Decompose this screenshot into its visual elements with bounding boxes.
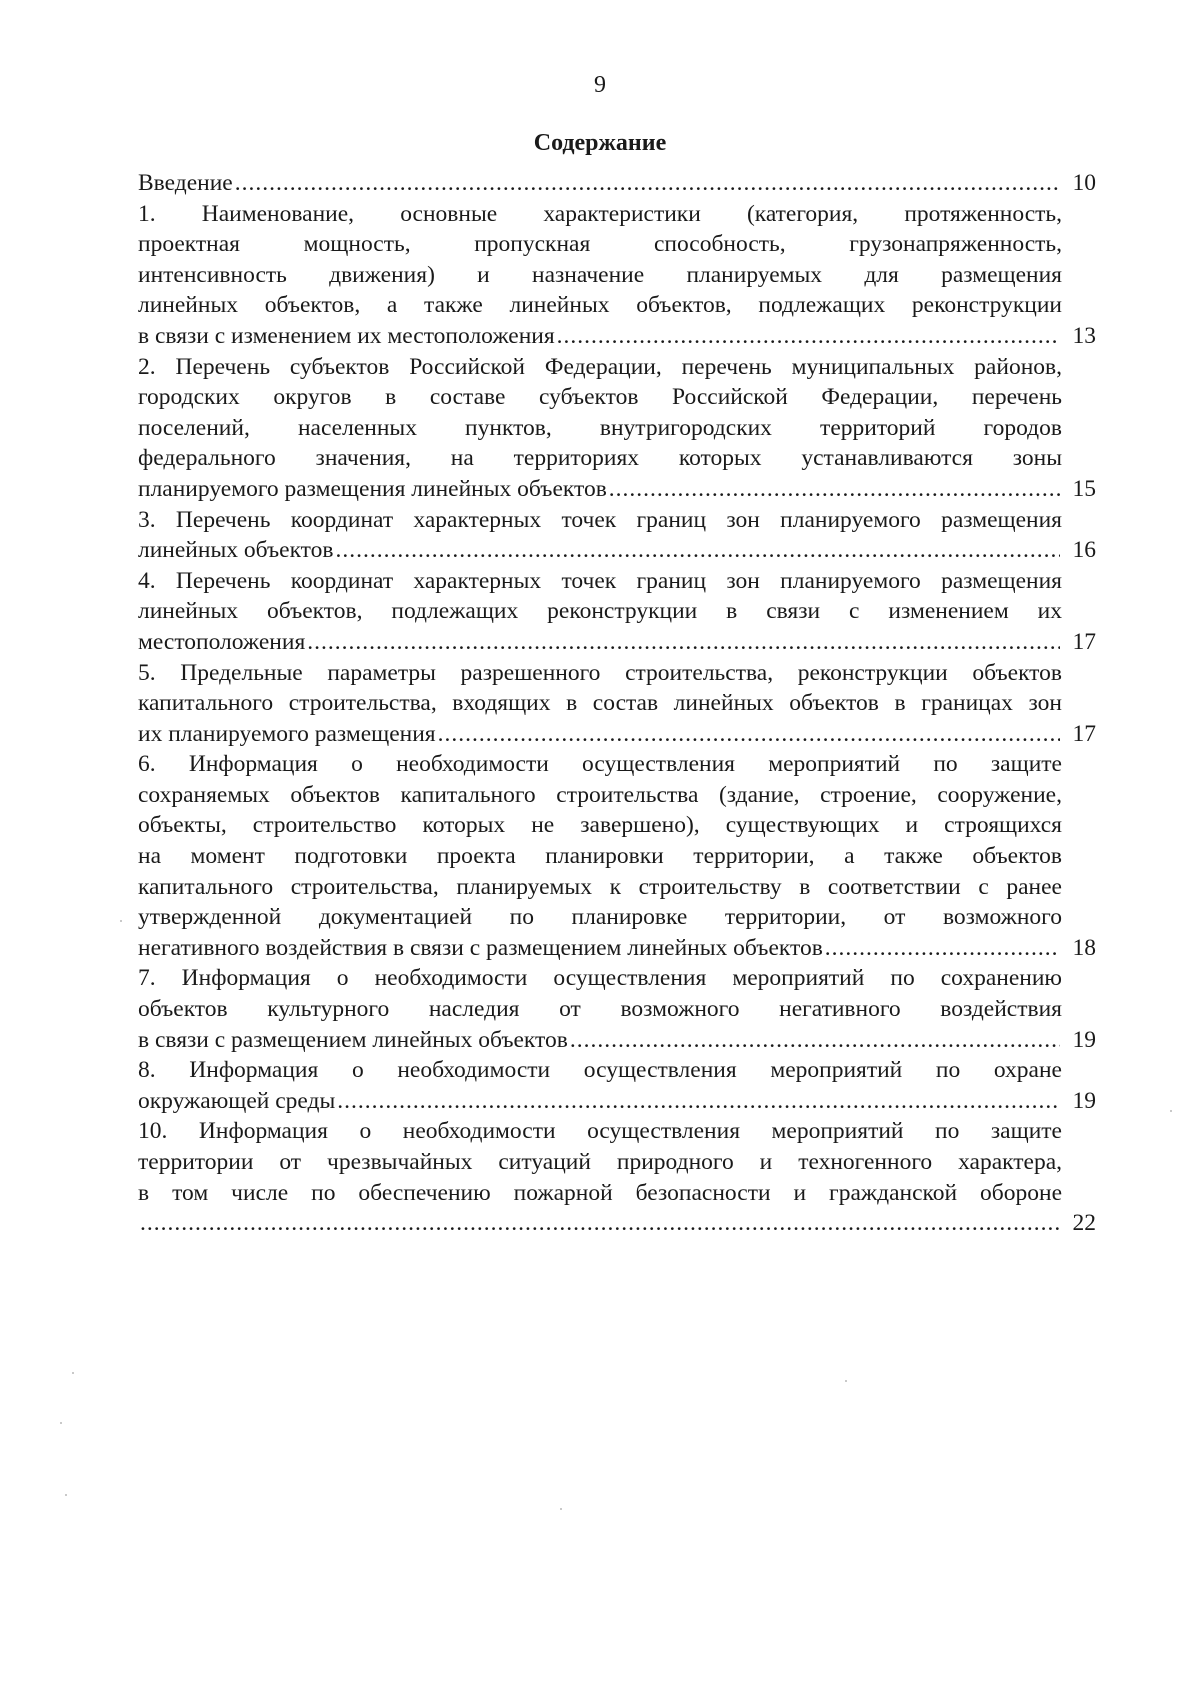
toc-entry-text [138, 658, 1062, 750]
toc-entry-line: федерального значения, на территориях которых устанавливаются зоны [138, 445, 1062, 472]
scan-speck [845, 1380, 847, 1382]
toc-entry-line: 2. Перечень субъектов Российской Федерации, перечень муниципальных районов, [138, 353, 1062, 380]
dot-leader [825, 933, 1060, 964]
toc-title: Содержание [533, 130, 667, 156]
dot-leader [557, 321, 1060, 352]
toc-entry-last-line [138, 321, 1062, 352]
toc-entry-line: объекты, строительство которых не завершено), существующих и строящихся [138, 812, 1062, 839]
toc-entry-line: местоположения [138, 628, 306, 655]
table-of-contents [138, 168, 1096, 1239]
toc-page-number: 22 [1072, 1210, 1096, 1237]
toc-entry-line: городских округов в составе субъектов Российской Федерации, перечень [138, 384, 1062, 411]
toc-entry-text [138, 1116, 1062, 1238]
toc-page-number: 10 [1072, 170, 1096, 196]
toc-entry-line: 8. Информация о необходимости осуществления мероприятий по охране [138, 1057, 1062, 1084]
toc-entry-line: окружающей среды [138, 1087, 336, 1114]
scan-speck [560, 1508, 562, 1510]
toc-entry-text [138, 963, 1062, 1055]
dot-leader [235, 168, 1060, 199]
toc-page-number: 19 [1072, 1087, 1096, 1114]
toc-page-number: 15 [1072, 475, 1096, 502]
toc-entry-line: 3. Перечень координат характерных точек границ зон планируемого размещения [138, 506, 1062, 533]
toc-entry-line: планируемого размещения линейных объектов [138, 475, 607, 502]
toc-entry [138, 1116, 1096, 1238]
toc-entry-text [138, 352, 1062, 505]
toc-entry-line: объектов культурного наследия от возможного негативного воздействия [138, 996, 1062, 1023]
dot-leader [307, 627, 1060, 658]
toc-entry [138, 566, 1096, 658]
toc-entry-text [138, 1055, 1062, 1116]
toc-entry [138, 658, 1096, 750]
toc-entry-line: 4. Перечень координат характерных точек границ зон планируемого размещения [138, 567, 1062, 594]
toc-entry-text [138, 168, 1062, 199]
toc-entry-last-line [138, 719, 1062, 750]
toc-entry-line: территории от чрезвычайных ситуаций природного и техногенного характера, [138, 1149, 1062, 1175]
dot-leader [438, 719, 1060, 750]
toc-entry [138, 505, 1096, 566]
toc-entry-text [138, 505, 1062, 566]
toc-entry-line: в связи с изменением их местоположения [138, 322, 555, 349]
toc-entry-line: линейных объектов, а также линейных объектов, подлежащих реконструкции [138, 292, 1062, 319]
scan-speck [60, 1422, 62, 1424]
toc-entry-last-line [138, 535, 1062, 566]
toc-entry-line: линейных объектов [138, 537, 334, 564]
scan-speck [72, 1372, 74, 1374]
toc-page-number: 18 [1072, 934, 1096, 961]
toc-entry-last-line [138, 1208, 1062, 1239]
toc-entry-line: капитального строительства, планируемых к строительству в соответствии с ранее [138, 873, 1062, 900]
toc-entry-line: линейных объектов, подлежащих реконструкции в связи с изменением их [138, 598, 1062, 625]
toc-entry [138, 1055, 1096, 1116]
toc-entry-line: их планируемого размещения [138, 720, 436, 747]
toc-entry-text [138, 199, 1062, 352]
toc-entry-line: сохраняемых объектов капитального строительства (здание, строение, сооружение, [138, 781, 1062, 808]
toc-entry-line: утвержденной документацией по планировке территории, от возможного [138, 904, 1062, 931]
toc-entry [138, 199, 1096, 352]
toc-page-number: 19 [1072, 1026, 1096, 1053]
dot-leader [609, 474, 1060, 505]
toc-entry-line: в связи с размещением линейных объектов [138, 1026, 568, 1053]
toc-entry-line: поселений, населенных пунктов, внутригородских территорий городов [138, 414, 1062, 441]
scan-speck [65, 1494, 67, 1496]
toc-entry-line: проектная мощность, пропускная способность, грузонапряженность, [138, 231, 1062, 258]
toc-entry [138, 963, 1096, 1055]
page-number: 9 [594, 72, 606, 98]
toc-entry [138, 168, 1096, 199]
toc-entry [138, 352, 1096, 505]
toc-entry-line: 10. Информация о необходимости осуществления мероприятий по защите [138, 1118, 1062, 1145]
toc-entry [138, 749, 1096, 963]
dot-leader [140, 1208, 1060, 1239]
toc-entry-line: 1. Наименование, основные характеристики (категория, протяженность, [138, 200, 1062, 227]
toc-entry-last-line [138, 1025, 1062, 1056]
toc-entry-line: Введение [138, 170, 233, 196]
toc-page-number: 17 [1072, 720, 1096, 747]
toc-entry-line: капитального строительства, входящих в состав линейных объектов в границах зон [138, 690, 1062, 717]
toc-entry-line: в том числе по обеспечению пожарной безопасности и гражданской обороне [138, 1179, 1062, 1206]
toc-page-number: 16 [1072, 537, 1096, 564]
toc-entry-line: 7. Информация о необходимости осуществления мероприятий по сохранению [138, 965, 1062, 992]
toc-entry-line: 5. Предельные параметры разрешенного строительства, реконструкции объектов [138, 659, 1062, 686]
toc-entry-last-line [138, 168, 1062, 199]
toc-entry-line: на момент подготовки проекта планировки территории, а также объектов [138, 843, 1062, 870]
toc-entry-last-line [138, 474, 1062, 505]
dot-leader [336, 535, 1061, 566]
dot-leader [337, 1086, 1060, 1117]
scan-speck [1170, 1110, 1172, 1112]
toc-entry-text [138, 749, 1062, 963]
toc-entry-last-line [138, 1086, 1062, 1117]
toc-entry-line: негативного воздействия в связи с размещением линейных объектов [138, 934, 823, 961]
toc-entry-text [138, 566, 1062, 658]
toc-page-number: 13 [1072, 322, 1096, 349]
toc-entry-last-line [138, 627, 1062, 658]
toc-entry-line: интенсивность движения) и назначение планируемых для размещения [138, 261, 1062, 288]
dot-leader [570, 1025, 1060, 1056]
toc-entry-line: 6. Информация о необходимости осуществления мероприятий по защите [138, 751, 1062, 778]
scan-speck [120, 920, 122, 922]
toc-page-number: 17 [1072, 628, 1096, 655]
toc-entry-last-line [138, 933, 1062, 964]
